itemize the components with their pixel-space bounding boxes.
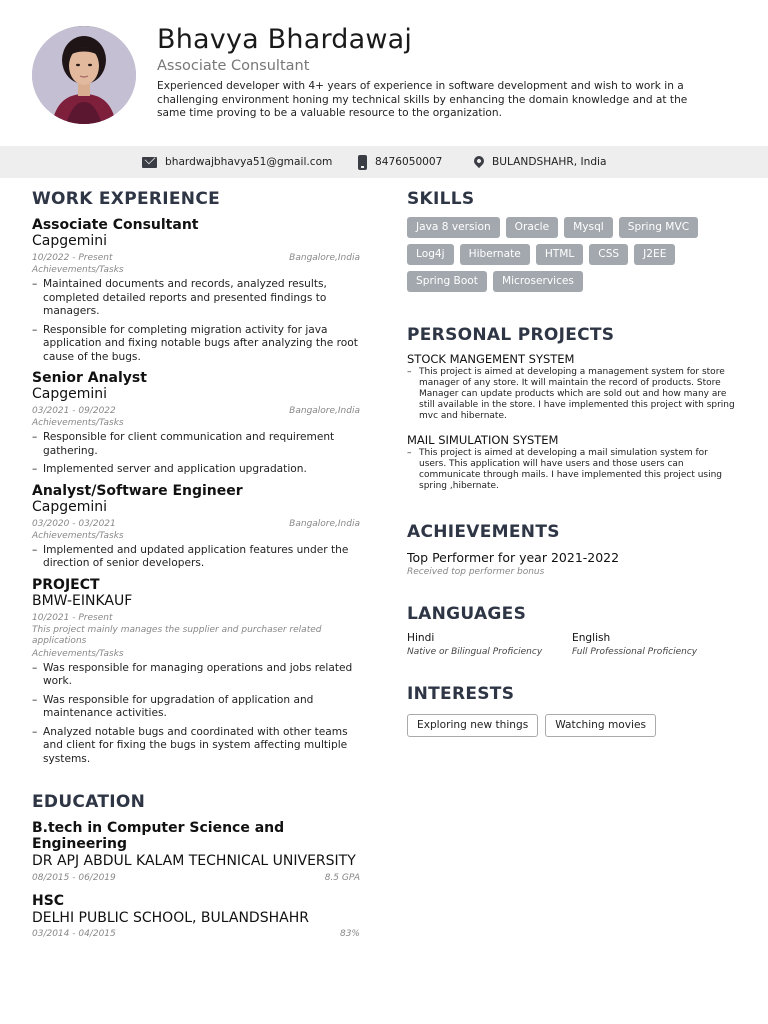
job-tasks-label: Achievements/Tasks (32, 265, 124, 275)
section-title-interests: INTERESTS (407, 684, 515, 704)
right-column (407, 189, 737, 737)
map-pin-icon (472, 153, 486, 167)
skill-tag: Oracle (506, 217, 558, 238)
job-entry (32, 217, 360, 364)
project-description-list (407, 448, 737, 492)
job-location: Bangalore,India (289, 406, 360, 416)
skill-tag: Mysql (564, 217, 613, 238)
education-entry (32, 893, 360, 940)
location-text: BULANDSHAHR, India (492, 156, 607, 168)
section-title-projects: PERSONAL PROJECTS (407, 325, 615, 345)
job-tasks-label: Achievements/Tasks (32, 418, 124, 428)
phone-text[interactable]: 8476050007 (375, 156, 443, 168)
project-meta (32, 613, 360, 623)
bullet-item: – Responsible for completing migration activity for java application and fixing notable bugs after analyzing the root cause of the bugs. (32, 324, 360, 365)
project-description-list (407, 367, 737, 422)
job-title: Senior Analyst (32, 370, 147, 386)
achievement-description: Received top performer bonus (407, 567, 545, 577)
job-tasks-label: Achievements/Tasks (32, 530, 124, 541)
job-location: Bangalore,India (289, 518, 360, 529)
project-name: BMW-EINKAUF (32, 592, 133, 609)
candidate-role: Associate Consultant (157, 58, 310, 74)
languages-list (407, 632, 737, 657)
bullet-item: – Implemented and updated application features under the direction of senior developers. (32, 544, 360, 571)
job-bullets (32, 544, 360, 571)
job-title: Analyst/Software Engineer (32, 482, 243, 499)
project-title: MAIL SIMULATION SYSTEM (407, 433, 559, 447)
job-title: Associate Consultant (32, 217, 199, 233)
job-company: Capgemini (32, 386, 108, 402)
skill-tag: J2EE (634, 244, 675, 265)
contact-bar (0, 146, 768, 178)
job-meta (32, 406, 360, 416)
envelope-icon (142, 157, 157, 168)
section-title-education: EDUCATION (32, 792, 146, 812)
language-level: Full Professional Proficiency (572, 647, 698, 657)
section-title-achievements: ACHIEVEMENTS (407, 522, 560, 542)
bullet-item: – Maintained documents and records, analyzed results, completed detailed reports and presented findings to managers. (32, 278, 360, 319)
section-title-skills: SKILLS (407, 189, 475, 209)
job-bullets (32, 431, 360, 477)
skill-tag: Spring Boot (407, 271, 487, 292)
project-title: STOCK MANGEMENT SYSTEM (407, 352, 575, 366)
project-dates: 10/2021 - Present (32, 612, 113, 623)
job-dates: 10/2022 - Present (32, 253, 113, 263)
skill-tag: CSS (589, 244, 628, 265)
project-bullets (32, 662, 360, 767)
project-heading: PROJECT (32, 576, 100, 593)
phone-icon (358, 155, 367, 170)
job-company: Capgemini (32, 498, 108, 515)
achievement-title: Top Performer for year 2021-2022 (407, 550, 620, 565)
education-dates: 03/2014 - 04/2015 (32, 929, 116, 939)
education-school: DR APJ ABDUL KALAM TECHNICAL UNIVERSITY (32, 853, 356, 869)
bullet-item: – Was responsible for managing operations and jobs related work. (32, 662, 360, 689)
skill-tag: Java 8 version (407, 217, 500, 238)
contact-email[interactable] (142, 146, 332, 178)
language-entry (572, 632, 737, 657)
job-meta (32, 519, 360, 529)
education-grade: 8.5 GPA (324, 872, 360, 883)
project-entry (32, 577, 360, 767)
job-dates: 03/2021 - 09/2022 (32, 406, 116, 416)
skill-tag: Hibernate (460, 244, 530, 265)
profile-photo (32, 26, 136, 124)
left-column (32, 189, 360, 939)
personal-project (407, 433, 737, 492)
skill-tag: Log4j (407, 244, 454, 265)
job-company: Capgemini (32, 233, 108, 249)
education-degree: B.tech in Computer Science and Engineering (32, 820, 285, 852)
contact-phone[interactable] (358, 146, 442, 178)
contact-location (474, 146, 607, 178)
job-meta (32, 253, 360, 263)
education-dates: 08/2015 - 06/2019 (32, 872, 116, 883)
education-entry (32, 820, 360, 883)
skill-tag: HTML (536, 244, 583, 265)
interest-tag: Watching movies (545, 714, 656, 737)
skill-tag: Spring MVC (619, 217, 698, 238)
skill-tag: Microservices (493, 271, 583, 292)
language-name: English (572, 632, 611, 644)
language-entry (407, 632, 572, 657)
project-description: This project mainly manages the supplier and purchaser related applications (32, 624, 322, 646)
interest-tag: Exploring new things (407, 714, 538, 737)
section-title-work: WORK EXPERIENCE (32, 189, 221, 209)
job-entry (32, 483, 360, 571)
email-text[interactable]: bhardwajbhavya51@gmail.com (165, 156, 333, 168)
education-school: DELHI PUBLIC SCHOOL, BULANDSHAHR (32, 909, 309, 926)
skills-list (407, 217, 727, 292)
project-description: – This project is aimed at developing a management system for store manager of any store. It will maintain the record of products. Store Manager can update products which are sold out and how many are still available in the store. I have implemented this project with spring mvc and hibernate. (407, 367, 737, 422)
job-dates: 03/2020 - 03/2021 (32, 518, 116, 529)
project-description: – This project is aimed at developing a mail simulation system for users. This application will have users and those users can communicate through mails. I have implemented this project using spring ,hibernate. (407, 448, 737, 492)
bullet-item: – Was responsible for upgradation of application and maintenance activities. (32, 694, 360, 721)
education-meta (32, 873, 360, 883)
section-title-languages: LANGUAGES (407, 604, 527, 624)
candidate-name: Bhavya Bhardawaj (157, 24, 413, 55)
profile-summary: Experienced developer with 4+ years of experience in software development and wish to work in a challenging environment honing my technical skills by enhancing the domain knowledge and at the same time proving to be a valuable resource to the organization. (157, 80, 688, 119)
language-name: Hindi (407, 632, 435, 644)
job-location: Bangalore,India (289, 253, 360, 263)
bullet-item: – Implemented server and application upgradation. (32, 463, 360, 477)
education-meta (32, 929, 360, 939)
project-tasks-label: Achievements/Tasks (32, 648, 124, 659)
job-entry (32, 370, 360, 477)
education-grade: 83% (339, 929, 360, 939)
personal-project (407, 352, 737, 422)
bullet-item: – Analyzed notable bugs and coordinated with other teams and client for fixing the bugs in system affecting multiple systems. (32, 726, 360, 767)
resume-header (0, 0, 768, 146)
job-bullets (32, 278, 360, 364)
language-level: Native or Bilingual Proficiency (407, 647, 543, 657)
interests-list (407, 714, 737, 737)
education-degree: HSC (32, 892, 65, 909)
bullet-item: – Responsible for client communication and requirement gathering. (32, 431, 360, 458)
